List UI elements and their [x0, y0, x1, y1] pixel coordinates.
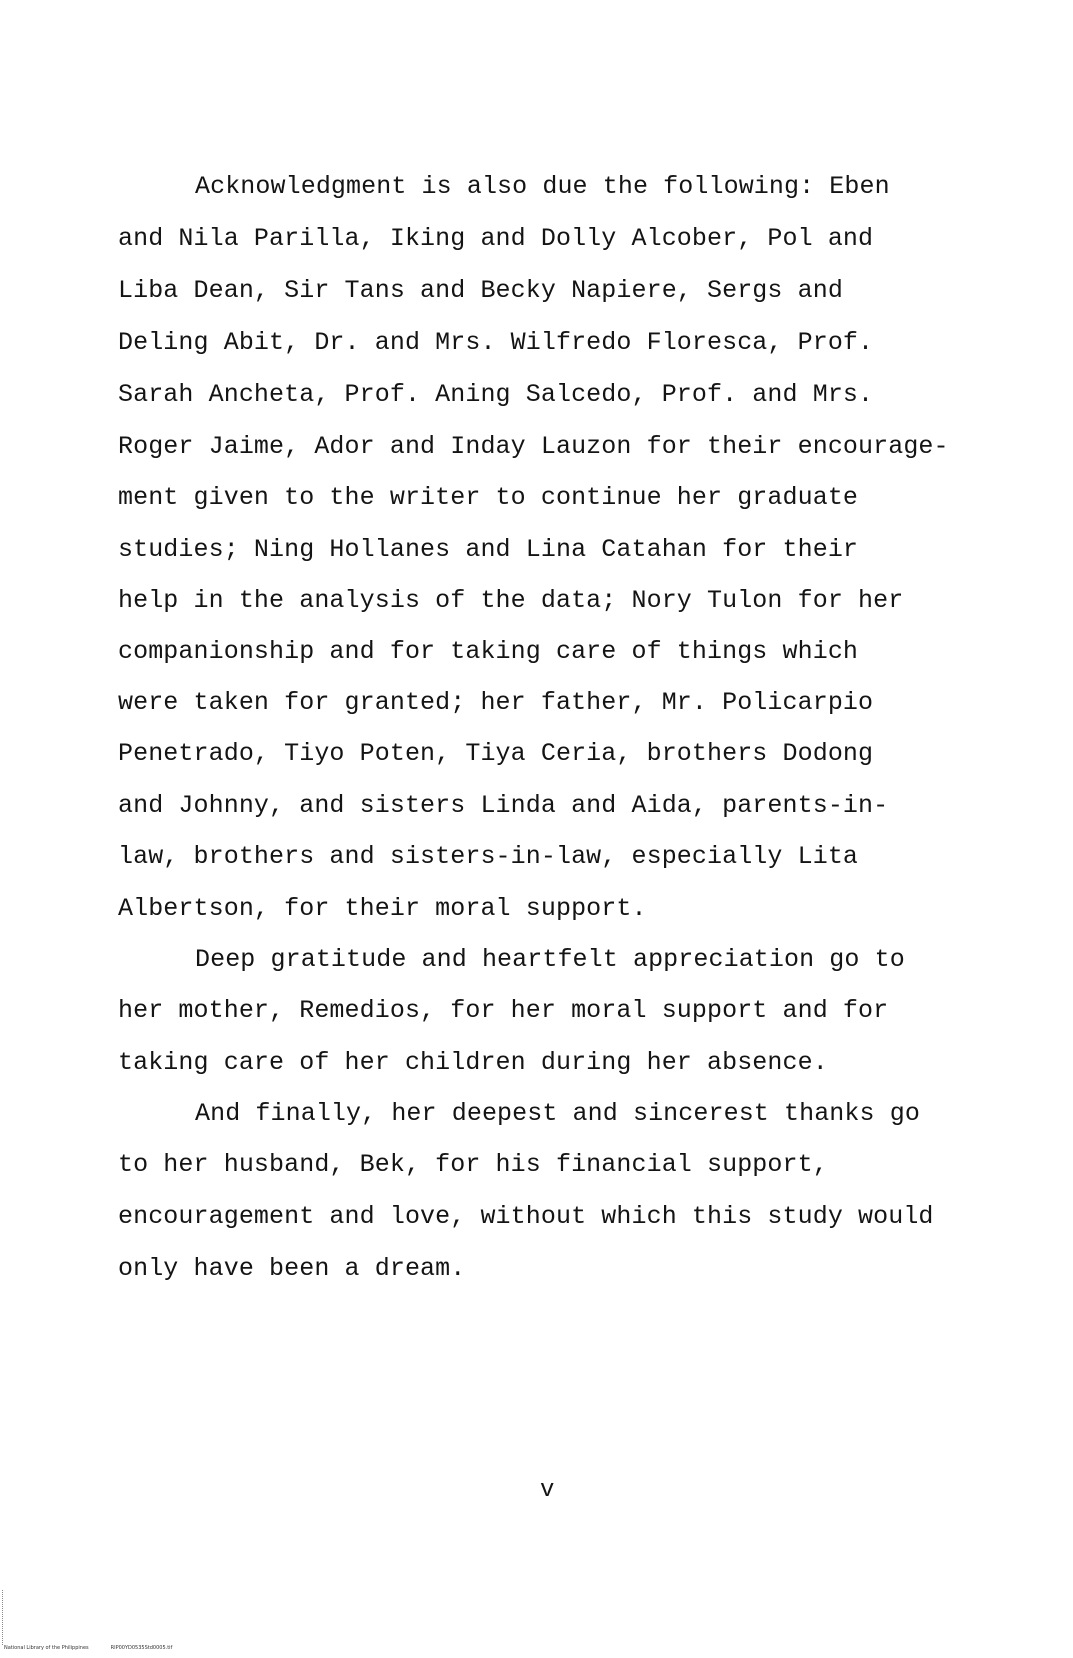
text-line: Albertson, for their moral support.	[118, 894, 647, 923]
page-number: v	[540, 1477, 555, 1504]
text-line: and Nila Parilla, Iking and Dolly Alcober, Pol and	[118, 224, 874, 253]
text-line: taking care of her children during her absence.	[118, 1048, 828, 1077]
text-line: Deep gratitude and heartfelt appreciation go to	[195, 945, 905, 974]
text-line: were taken for granted; her father, Mr. Policarpio	[118, 688, 874, 717]
text-line: and Johnny, and sisters Linda and Aida, parents-in-	[118, 791, 889, 820]
text-line: Sarah Ancheta, Prof. Aning Salcedo, Prof. and Mrs.	[118, 380, 874, 409]
text-line: her mother, Remedios, for her moral support and for	[118, 996, 889, 1025]
text-line: companionship and for taking care of things which	[118, 637, 859, 666]
text-line: Deling Abit, Dr. and Mrs. Wilfredo Floresca, Prof.	[118, 328, 874, 357]
file-identifier: RIP00YD0535Std0005.tif	[110, 1645, 173, 1651]
text-line: to her husband, Bek, for his financial support,	[118, 1150, 828, 1179]
text-line: studies; Ning Hollanes and Lina Catahan for their	[118, 535, 859, 564]
text-line: only have been a dream.	[118, 1254, 466, 1283]
text-line: help in the analysis of the data; Nory Tulon for her	[118, 586, 904, 615]
scan-edge-mark	[2, 1590, 5, 1645]
text-line: Penetrado, Tiyo Poten, Tiya Ceria, brothers Dodong	[118, 739, 874, 768]
text-line: law, brothers and sisters-in-law, especially Lita	[118, 842, 859, 871]
text-line: Liba Dean, Sir Tans and Becky Napiere, Sergs and	[118, 276, 843, 305]
text-line: Acknowledgment is also due the following: Eben	[195, 172, 890, 201]
text-line: ment given to the writer to continue her graduate	[118, 483, 859, 512]
text-line: encouragement and love, without which this study would	[118, 1202, 934, 1231]
text-line: And finally, her deepest and sincerest thanks go	[195, 1099, 920, 1128]
library-credit: National Library of the Philippines	[4, 1645, 89, 1651]
text-line: Roger Jaime, Ador and Inday Lauzon for their encourage-	[118, 432, 949, 461]
scan-footer	[4, 1645, 194, 1652]
